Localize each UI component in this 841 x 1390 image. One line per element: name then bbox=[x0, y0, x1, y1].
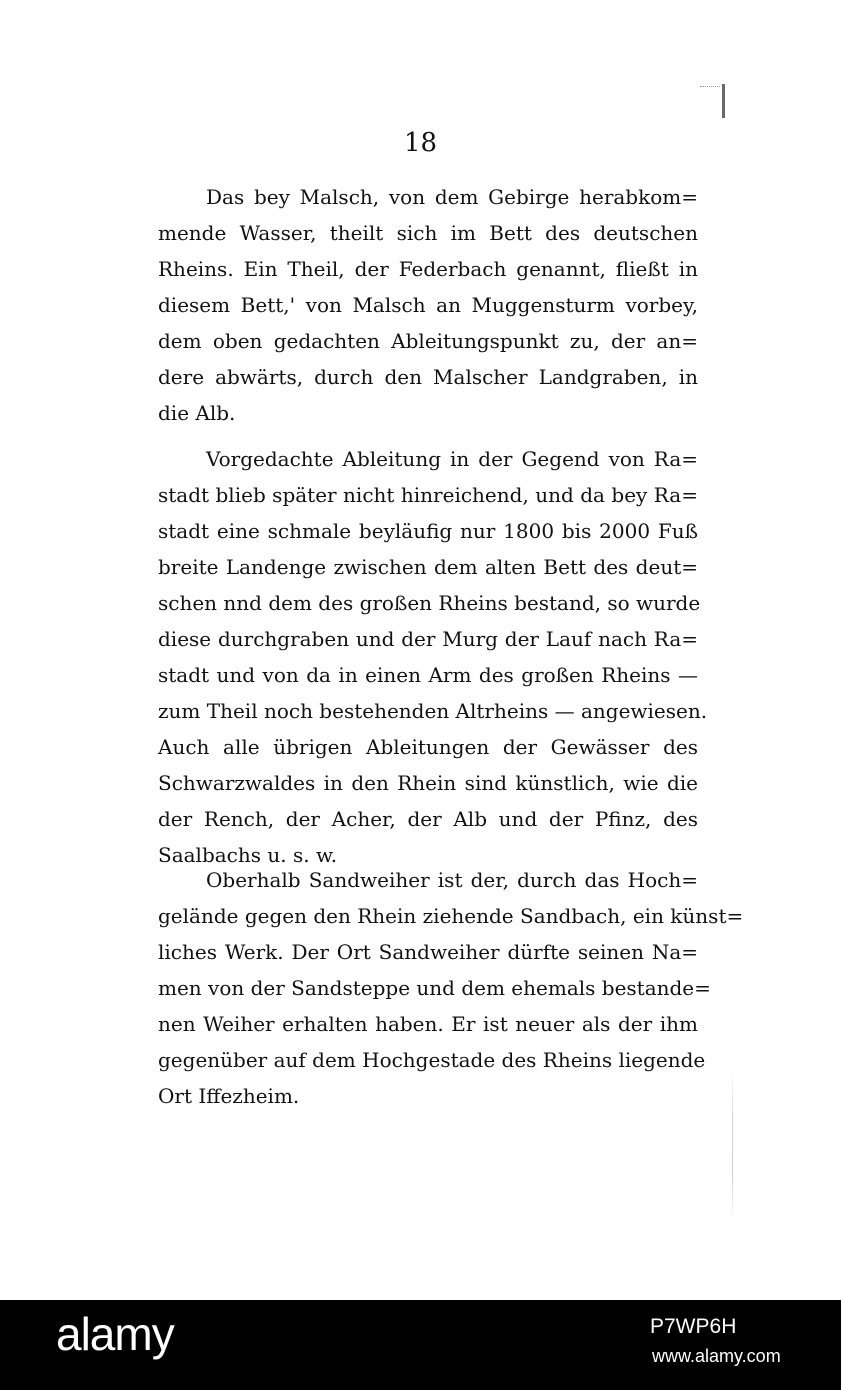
text-line: stadt blieb später nicht hinreichend, und da bey Ra= bbox=[158, 483, 698, 507]
text-line: stadt eine schmale beyläufig nur 1800 bis 2000 Fuß bbox=[158, 519, 698, 543]
text-line: diesem Bett,' von Malsch an Muggensturm vorbey, bbox=[158, 293, 698, 317]
text-line: Oberhalb Sandweiher ist der, durch das Hoch= bbox=[206, 868, 698, 892]
text-line: dem oben gedachten Ableitungspunkt zu, der an= bbox=[158, 329, 698, 353]
text-line: diese durchgraben und der Murg der Lauf nach Ra= bbox=[158, 627, 698, 651]
alamy-logo: alamy bbox=[56, 1308, 174, 1360]
text-line: breite Landenge zwischen dem alten Bett des deut= bbox=[158, 555, 698, 579]
text-line: Vorgedachte Ableitung in der Gegend von Ra= bbox=[206, 447, 698, 471]
text-line: gelände gegen den Rhein ziehende Sandbach, ein künst= bbox=[158, 904, 744, 928]
image-id: P7WP6H bbox=[650, 1315, 737, 1338]
watermark-url: www.alamy.com bbox=[652, 1346, 781, 1366]
text-line: nen Weiher erhalten haben. Er ist neuer als der ihm bbox=[158, 1012, 698, 1036]
text-line: stadt und von da in einen Arm des großen Rheins — bbox=[158, 663, 698, 687]
text-line: Ort Iffezheim. bbox=[158, 1084, 300, 1108]
text-line: Schwarzwaldes in den Rhein sind künstlich, wie die bbox=[158, 771, 698, 795]
text-line: liches Werk. Der Ort Sandweiher dürfte seinen Na= bbox=[158, 940, 698, 964]
scan-margin-mark bbox=[722, 84, 725, 118]
text-line: mende Wasser, theilt sich im Bett des deutschen bbox=[158, 221, 698, 245]
text-line: dere abwärts, durch den Malscher Landgraben, in bbox=[158, 365, 698, 389]
text-line: der Rench, der Acher, der Alb und der Pfinz, des bbox=[158, 807, 698, 831]
text-line: Auch alle übrigen Ableitungen der Gewässer des bbox=[158, 735, 698, 759]
text-line: zum Theil noch bestehenden Altrheins — angewiesen. bbox=[158, 699, 708, 723]
page-number: 18 bbox=[403, 128, 438, 158]
paragraph-2 bbox=[158, 441, 708, 873]
scan-page-edge bbox=[732, 1070, 733, 1220]
scan-margin-dots bbox=[700, 86, 720, 89]
text-line: gegenüber auf dem Hochgestade des Rheins liegende bbox=[158, 1048, 706, 1072]
text-line: Rheins. Ein Theil, der Federbach genannt, fließt in bbox=[158, 257, 698, 281]
paragraph-3 bbox=[158, 862, 744, 1114]
text-line: Das bey Malsch, von dem Gebirge herabkom= bbox=[206, 185, 698, 209]
paragraph-1 bbox=[158, 179, 698, 431]
text-line: schen nnd dem des großen Rheins bestand, so wurde bbox=[158, 591, 701, 615]
text-line: die Alb. bbox=[158, 401, 236, 425]
text-line: men von der Sandsteppe und dem ehemals bestande= bbox=[158, 976, 711, 1000]
text-line: Saalbachs u. s. w. bbox=[158, 843, 338, 867]
